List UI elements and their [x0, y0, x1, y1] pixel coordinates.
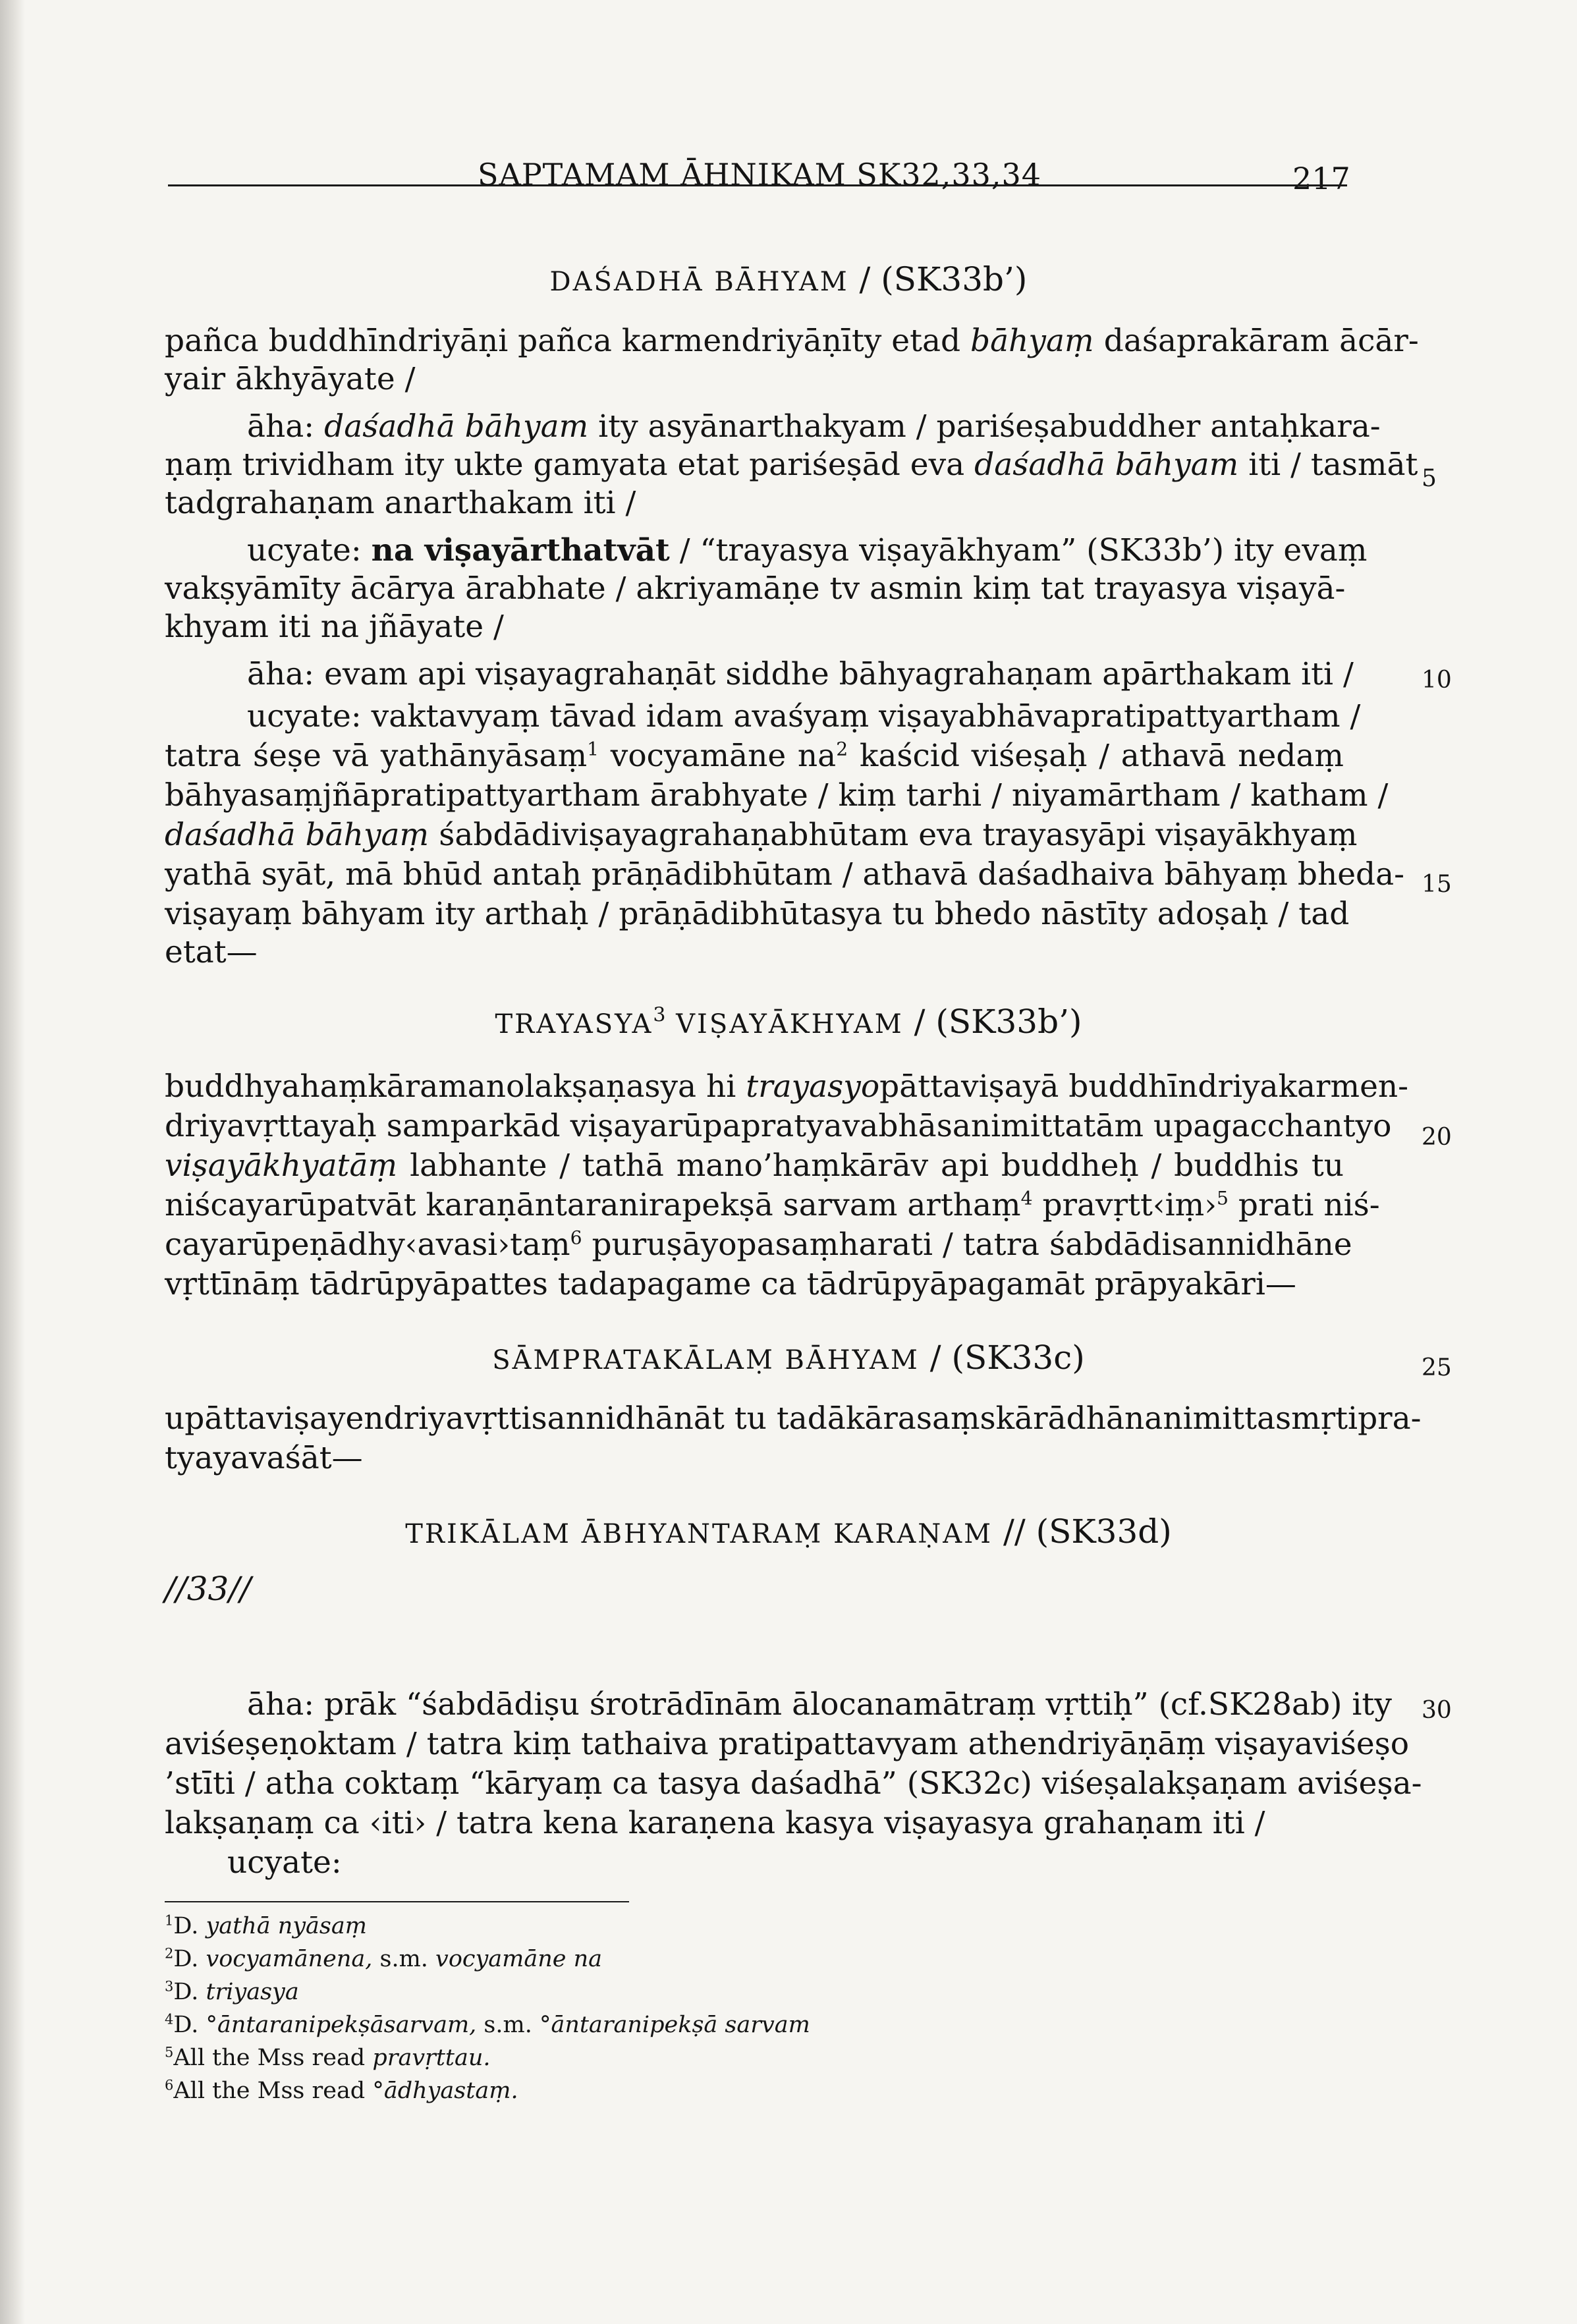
margin-line-number: 25	[1422, 1354, 1452, 1381]
page-number: 217	[1292, 161, 1350, 196]
margin-line-number: 10	[1422, 667, 1452, 694]
text-line: ucyate: na viṣayārthatvāt / “trayasya viṣayākhyam” (SK33b’) ity evaṃ	[247, 532, 1368, 568]
text-line: bāhyasaṃjñāpratipattyartham ārabhyate / kiṃ tarhi / niyamārtham / katham /	[165, 777, 1389, 814]
text-line: daśadhā bāhyaṃ śabdādiviṣayagrahaṇabhūtam eva trayasyāpi viṣayākhyaṃ	[165, 817, 1358, 853]
text-line: lakṣaṇaṃ ca ‹iti› / tatra kena karaṇena kasya viṣayasya grahaṇam iti /	[165, 1805, 1265, 1841]
text-line: etat—	[165, 934, 258, 970]
heading-separator: /	[903, 1003, 936, 1041]
heading-separator: //	[993, 1512, 1036, 1551]
text-line: aviśeṣeṇoktam / tatra kiṃ tathaiva pratipattavyam athendriyāṇāṃ viṣayaviśeṣo	[165, 1726, 1410, 1762]
heading-footnote-mark: 3	[653, 1003, 666, 1027]
text-line: tatra śeṣe vā yathānyāsaṃ$^1$ vocyamāne $na^2$ kaścid viśeṣaḥ / athavā nedaṃ	[165, 738, 1344, 774]
footnote-2: $^2$D. vocyamānena, s.m. vocyamāne na	[165, 1945, 602, 1972]
text-line: vṛttīnāṃ tādrūpyāpattes tadapagame ca tādrūpyāpagamāt prāpyakāri—	[165, 1266, 1296, 1302]
heading-separator: /	[919, 1339, 952, 1377]
text-line: cayarūpeṇādhy‹avasi›taṃ$^6$ puruṣāyopasaṃharati / tatra śabdādisannidhāne	[165, 1227, 1352, 1263]
section-heading-dasadha-bahyam	[0, 260, 1577, 298]
header-rule	[168, 184, 1347, 186]
text-line: ucyate:	[227, 1844, 342, 1881]
running-header-title: SAPTAMAM ĀHNIKAM SK32,33,34	[478, 157, 1042, 192]
heading-label-continued: VIṢAYĀKHYAM	[665, 1009, 904, 1039]
text-line: āha: daśadhā bāhyam ity asyānarthakyam / pariśeṣabuddher antaḥkara-	[247, 408, 1381, 445]
margin-line-number: 15	[1422, 871, 1452, 898]
heading-reference: (SK33b’)	[935, 1003, 1082, 1041]
text-line: ’stīti / atha coktaṃ “kāryaṃ ca tasya daśadhā” (SK32c) viśeṣalakṣaṇam aviśeṣa-	[165, 1765, 1422, 1802]
footnote-4: $^4$D. °āntaranipekṣāsarvam, s.m. °āntaranipekṣā sarvam	[165, 2011, 810, 2038]
text-line: khyam iti na jñāyate /	[165, 609, 504, 645]
margin-line-number: 30	[1422, 1697, 1452, 1724]
text-line: buddhyahaṃkāramanolakṣaṇasya hi trayasyopāttaviṣayā buddhīndriyakarmen-	[165, 1068, 1409, 1105]
heading-separator: /	[848, 260, 881, 298]
heading-reference: (SK33d)	[1036, 1512, 1172, 1551]
text-line: pañca buddhīndriyāṇi pañca karmendriyāṇīty etad bāhyaṃ daśaprakāram ācār-	[165, 323, 1419, 359]
text-line: āha: evam api viṣayagrahaṇāt siddhe bāhyagrahaṇam apārthakam iti /	[247, 656, 1354, 692]
text-line: upāttaviṣayendriyavṛttisannidhānāt tu tadākārasaṃskārādhānanimittasmṛtipra-	[165, 1400, 1422, 1437]
footnote-1: $^1$D. yathā nyāsaṃ	[165, 1912, 368, 1939]
text-line: āha: prāk “śabdādiṣu śrotrādīnām ālocanamātraṃ vṛttiḥ” (cf.SK28ab) ity	[247, 1686, 1392, 1723]
text-line: vakṣyāmīty ācārya ārabhate / akriyamāṇe tv asmin kiṃ tat trayasya viṣayā-	[165, 570, 1346, 607]
text-line: ucyate: vaktavyaṃ tāvad idam avaśyaṃ viṣayabhāvapratipattyartham /	[247, 698, 1361, 734]
footnote-rule	[165, 1901, 629, 1902]
text-line: driyavṛttayaḥ samparkād viṣayarūpapratyavabhāsanimittatām upagacchantyo	[165, 1108, 1392, 1144]
heading-reference: (SK33b’)	[881, 260, 1028, 298]
text-line: yathā syāt, mā bhūd antaḥ prāṇādibhūtam / athavā daśadhaiva bāhyaṃ bheda-	[165, 856, 1405, 893]
verse-number: //33//	[165, 1570, 252, 1608]
section-heading-sampratakalam-bahyam	[0, 1339, 1577, 1377]
page-binding-shadow	[0, 0, 25, 2324]
text-line: viṣayākhyatāṃ labhante / tathā mano’haṃkārāv api buddheḥ / buddhis tu	[165, 1148, 1344, 1184]
margin-line-number: 5	[1422, 465, 1437, 492]
section-heading-trayasya-visayakhyam	[0, 1003, 1577, 1041]
heading-label: SĀMPRATAKĀLAṂ BĀHYAM	[492, 1345, 920, 1375]
heading-label: TRAYASYA	[495, 1009, 653, 1039]
heading-label: TRIKĀLAM ĀBHYANTARAṂ KARAṆAM	[405, 1519, 993, 1549]
footnote-6: $^6$All the Mss read °ādhyastaṃ.	[165, 2077, 518, 2104]
text-line: tyayavaśāt—	[165, 1440, 363, 1476]
heading-label: DAŚADHĀ BĀHYAM	[549, 267, 849, 297]
margin-line-number: 20	[1422, 1124, 1452, 1151]
text-line: viṣayaṃ bāhyam ity arthaḥ / prāṇādibhūtasya tu bhedo nāstīty adoṣaḥ / tad	[165, 896, 1350, 932]
text-line: yair ākhyāyate /	[165, 361, 416, 397]
section-heading-trikalam-abhyantaram-karanam	[0, 1512, 1577, 1551]
text-line: tadgrahaṇam anarthakam iti /	[165, 485, 636, 521]
heading-reference: (SK33c)	[951, 1339, 1085, 1377]
text-line: ṇaṃ trividham ity ukte gamyata etat pariśeṣād eva daśadhā bāhyam iti / tasmāt	[165, 447, 1418, 483]
footnote-3: $^3$D. triyasya	[165, 1978, 299, 2005]
text-line: niścayarūpatvāt karaṇāntaranirapekṣā sarvam arthaṃ$^4$ pravṛtt‹iṃ›$^5$ prati niś-	[165, 1187, 1380, 1223]
footnote-5: $^5$All the Mss read pravṛttau.	[165, 2044, 491, 2071]
